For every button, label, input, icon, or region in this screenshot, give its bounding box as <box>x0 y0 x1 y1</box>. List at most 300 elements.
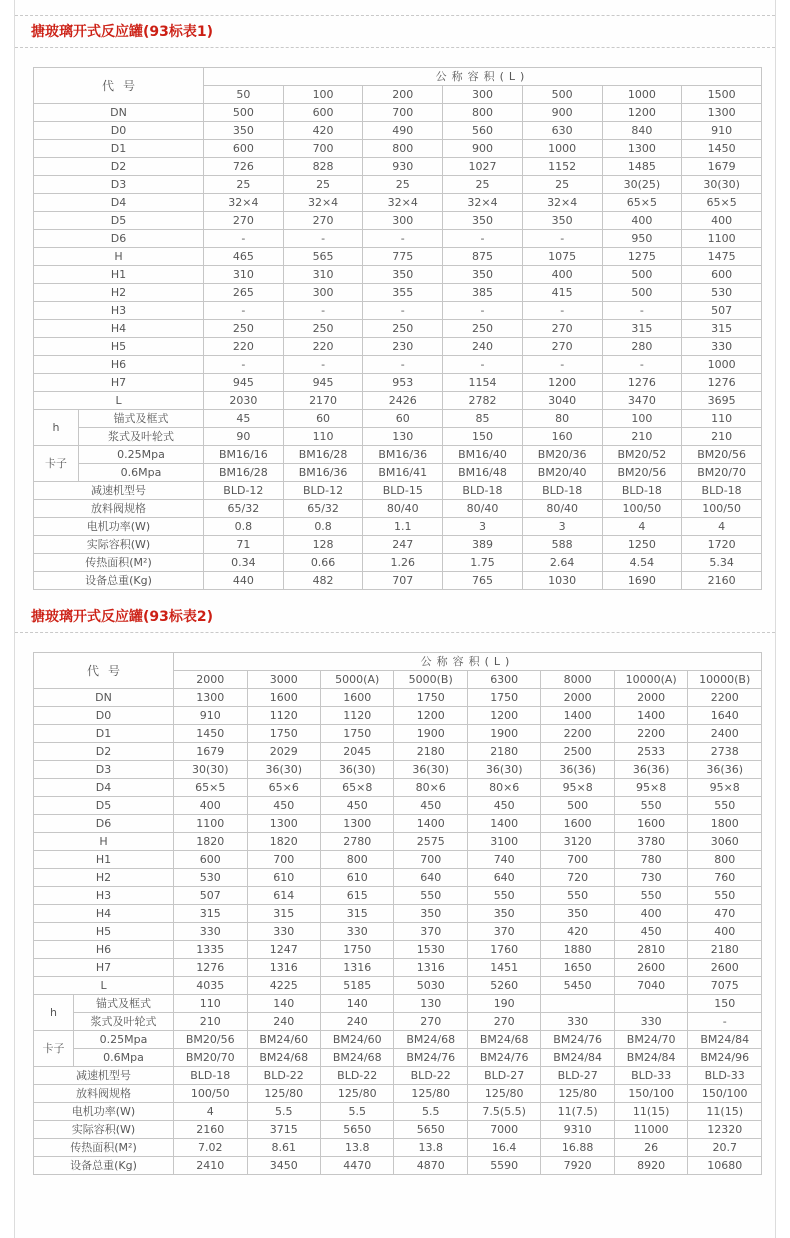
table-cell: 5.5 <box>394 1103 467 1121</box>
table-cell: 16.4 <box>467 1139 540 1157</box>
table-cell: 25 <box>204 176 284 194</box>
table-cell: BLD-18 <box>443 482 523 500</box>
table-row <box>34 122 762 140</box>
table-cell: 1400 <box>394 815 467 833</box>
table-cell: 270 <box>467 1013 540 1031</box>
row-label: 锚式及框式 <box>74 995 174 1013</box>
table-row <box>34 1139 762 1157</box>
table-cell: 950 <box>602 230 682 248</box>
table-cell: 1.75 <box>443 554 523 572</box>
row-label: 减速机型号 <box>34 1067 174 1085</box>
table-cell: 440 <box>204 572 284 590</box>
table-cell: 8.61 <box>247 1139 320 1157</box>
table-cell: 270 <box>204 212 284 230</box>
table-cell: BM24/84 <box>541 1049 614 1067</box>
table-cell: 780 <box>614 851 687 869</box>
table-cell: 565 <box>283 248 363 266</box>
table-cell: 800 <box>443 104 523 122</box>
table-cell: 125/80 <box>541 1085 614 1103</box>
table-cell: 210 <box>174 1013 247 1031</box>
table-cell: 7.02 <box>174 1139 247 1157</box>
row-label: 电机功率(W) <box>34 518 204 536</box>
table-cell: 350 <box>541 905 614 923</box>
row-label: 放料阀规格 <box>34 500 204 518</box>
table-cell: BM24/60 <box>247 1031 320 1049</box>
table-cell: 330 <box>682 338 762 356</box>
table-row <box>34 158 762 176</box>
table-cell: 150/100 <box>614 1085 687 1103</box>
table-row <box>34 482 762 500</box>
table-cell: 707 <box>363 572 443 590</box>
table-cell: 1820 <box>174 833 247 851</box>
row-label: H1 <box>34 266 204 284</box>
table-cell: 1679 <box>174 743 247 761</box>
table-row <box>34 797 762 815</box>
table-cell: 610 <box>320 869 393 887</box>
table-cell: 0.66 <box>283 554 363 572</box>
table-cell: 25 <box>443 176 523 194</box>
row-label: 设备总重(Kg) <box>34 572 204 590</box>
table-cell: 36(36) <box>688 761 762 779</box>
table-cell: 4225 <box>247 977 320 995</box>
table-cell: 400 <box>522 266 602 284</box>
table-cell: 330 <box>320 923 393 941</box>
table-cell: 1600 <box>247 689 320 707</box>
table-cell: 36(30) <box>467 761 540 779</box>
table-cell: BLD-18 <box>174 1067 247 1085</box>
table-cell: 550 <box>688 887 762 905</box>
table-cell: 2000 <box>541 689 614 707</box>
table-cell: - <box>204 356 284 374</box>
table-cell: 95×8 <box>614 779 687 797</box>
table-cell: BM24/68 <box>394 1031 467 1049</box>
table-cell: BLD-18 <box>602 482 682 500</box>
row-label: 锚式及框式 <box>79 410 204 428</box>
table-cell: 2200 <box>688 689 762 707</box>
table-cell: 500 <box>541 797 614 815</box>
table-cell: 1760 <box>467 941 540 959</box>
table-2-wrapper <box>15 633 775 1186</box>
table-cell: BM20/56 <box>602 464 682 482</box>
row-label: 设备总重(Kg) <box>34 1157 174 1175</box>
table-cell: 220 <box>283 338 363 356</box>
table-cell: 1200 <box>522 374 602 392</box>
table-cell: 11000 <box>614 1121 687 1139</box>
table-row <box>34 500 762 518</box>
table-cell: - <box>283 356 363 374</box>
table-row <box>34 446 762 464</box>
table-cell: BM24/76 <box>541 1031 614 1049</box>
header-row <box>34 68 762 86</box>
row-label: H3 <box>34 887 174 905</box>
table-cell: BM16/41 <box>363 464 443 482</box>
table-cell: 350 <box>363 266 443 284</box>
row-label: D0 <box>34 122 204 140</box>
table-row <box>34 284 762 302</box>
table-cell: 300 <box>363 212 443 230</box>
table-cell: 0.8 <box>283 518 363 536</box>
table-cell: BLD-15 <box>363 482 443 500</box>
row-group-label: h <box>34 995 74 1031</box>
table-cell: 700 <box>363 104 443 122</box>
table-cell: 230 <box>363 338 443 356</box>
table-cell: 210 <box>682 428 762 446</box>
table-cell: - <box>443 230 523 248</box>
row-label: DN <box>34 689 174 707</box>
table-cell: 9310 <box>541 1121 614 1139</box>
table-row <box>34 248 762 266</box>
table-cell: 250 <box>283 320 363 338</box>
table-row <box>34 266 762 284</box>
table-cell: 350 <box>522 212 602 230</box>
table-cell: 1300 <box>174 689 247 707</box>
table-cell: 1120 <box>247 707 320 725</box>
table-cell: - <box>443 356 523 374</box>
table-cell: 930 <box>363 158 443 176</box>
table-cell: 330 <box>541 1013 614 1031</box>
table-cell: 1276 <box>602 374 682 392</box>
table-cell: 5.5 <box>247 1103 320 1121</box>
table-cell: 30(30) <box>682 176 762 194</box>
table-cell: 3100 <box>467 833 540 851</box>
header-row <box>34 653 762 671</box>
table-cell: 2180 <box>467 743 540 761</box>
spec-table-2 <box>33 652 762 1175</box>
table-cell: 85 <box>443 410 523 428</box>
table-cell: BLD-22 <box>247 1067 320 1085</box>
table-cell: 507 <box>682 302 762 320</box>
table-cell: 465 <box>204 248 284 266</box>
table-cell: 5.5 <box>320 1103 393 1121</box>
table-cell: 315 <box>320 905 393 923</box>
table-cell: 65×8 <box>320 779 393 797</box>
table-cell: 1750 <box>394 689 467 707</box>
table-cell: 250 <box>443 320 523 338</box>
row-label: DN <box>34 104 204 122</box>
table-cell: 3780 <box>614 833 687 851</box>
table-cell: 80×6 <box>394 779 467 797</box>
row-label: H4 <box>34 905 174 923</box>
table-cell: 32×4 <box>204 194 284 212</box>
table-cell: 30(25) <box>602 176 682 194</box>
table-cell: 350 <box>394 905 467 923</box>
column-header: 3000 <box>247 671 320 689</box>
table-cell: 310 <box>204 266 284 284</box>
table-cell: 840 <box>602 122 682 140</box>
table-cell: 1475 <box>682 248 762 266</box>
table-cell: 1154 <box>443 374 523 392</box>
table-cell: 4470 <box>320 1157 393 1175</box>
row-label: 0.6Mpa <box>74 1049 174 1067</box>
table-row <box>34 1157 762 1175</box>
table-cell <box>614 995 687 1013</box>
table-cell: 2160 <box>174 1121 247 1139</box>
table-cell: 0.34 <box>204 554 284 572</box>
row-label: D3 <box>34 761 174 779</box>
table-cell: 450 <box>247 797 320 815</box>
table-cell: 36(30) <box>394 761 467 779</box>
table-cell: 350 <box>443 266 523 284</box>
table-cell: 36(30) <box>247 761 320 779</box>
table-cell: 71 <box>204 536 284 554</box>
table-cell: 450 <box>467 797 540 815</box>
row-label: 0.6Mpa <box>79 464 204 482</box>
table-cell: 1247 <box>247 941 320 959</box>
table-cell: 65×5 <box>602 194 682 212</box>
table-cell: 350 <box>443 212 523 230</box>
section-title-1: 搪玻璃开式反应罐(93标表1) <box>31 24 214 40</box>
table-cell: 760 <box>688 869 762 887</box>
table-cell: 1640 <box>688 707 762 725</box>
column-header: 2000 <box>174 671 247 689</box>
table-cell: 4 <box>602 518 682 536</box>
table-cell: 1030 <box>522 572 602 590</box>
table-cell: 1.1 <box>363 518 443 536</box>
table-cell: 220 <box>204 338 284 356</box>
table-cell: BM16/48 <box>443 464 523 482</box>
table-cell: BM24/60 <box>320 1031 393 1049</box>
table-cell: 800 <box>320 851 393 869</box>
table-cell: 588 <box>522 536 602 554</box>
table-row <box>34 536 762 554</box>
table-cell: 1450 <box>174 725 247 743</box>
row-label: D2 <box>34 743 174 761</box>
table-cell: 0.8 <box>204 518 284 536</box>
table-row <box>34 815 762 833</box>
table-cell: BM20/70 <box>174 1049 247 1067</box>
table-cell: 2780 <box>320 833 393 851</box>
table-cell: 100/50 <box>602 500 682 518</box>
table-cell: 350 <box>467 905 540 923</box>
table-cell: 150 <box>443 428 523 446</box>
row-group-label: 卡子 <box>34 446 79 482</box>
table-cell: - <box>283 230 363 248</box>
table-cell: 945 <box>283 374 363 392</box>
table-cell: 1276 <box>682 374 762 392</box>
table-cell: 140 <box>320 995 393 1013</box>
table-cell: 1750 <box>467 689 540 707</box>
table-cell: BM24/76 <box>467 1049 540 1067</box>
table-cell: 110 <box>283 428 363 446</box>
table-cell: 12320 <box>688 1121 762 1139</box>
table-cell: 355 <box>363 284 443 302</box>
table-cell: 550 <box>467 887 540 905</box>
table-row <box>34 572 762 590</box>
table-cell: 2200 <box>614 725 687 743</box>
table-cell: 389 <box>443 536 523 554</box>
table-cell: 1900 <box>394 725 467 743</box>
table-row <box>34 689 762 707</box>
table-cell: 828 <box>283 158 363 176</box>
table-cell: 270 <box>522 338 602 356</box>
column-header: 10000(A) <box>614 671 687 689</box>
table-cell: 140 <box>247 995 320 1013</box>
table-cell: 630 <box>522 122 602 140</box>
table-row <box>34 1121 762 1139</box>
table-cell: 640 <box>394 869 467 887</box>
row-label: 传热面积(M²) <box>34 554 204 572</box>
table-cell: 482 <box>283 572 363 590</box>
table-cell: 1.26 <box>363 554 443 572</box>
column-header: 1000 <box>602 86 682 104</box>
table-cell: 900 <box>443 140 523 158</box>
table-cell: 726 <box>204 158 284 176</box>
table-cell: 720 <box>541 869 614 887</box>
table-cell: 1650 <box>541 959 614 977</box>
table-cell: BM20/56 <box>682 446 762 464</box>
column-header: 200 <box>363 86 443 104</box>
table-cell: 600 <box>682 266 762 284</box>
table-cell: 1100 <box>174 815 247 833</box>
table-cell: 2.64 <box>522 554 602 572</box>
table-cell: 65×5 <box>174 779 247 797</box>
row-label: H2 <box>34 869 174 887</box>
table-cell: BM20/56 <box>174 1031 247 1049</box>
table-cell: BM16/28 <box>283 446 363 464</box>
table-cell: 610 <box>247 869 320 887</box>
table-cell: 1316 <box>320 959 393 977</box>
table-cell: 7.5(5.5) <box>467 1103 540 1121</box>
table-cell: 65×5 <box>682 194 762 212</box>
table-cell: 100/50 <box>174 1085 247 1103</box>
table-cell: 1316 <box>247 959 320 977</box>
table-cell: 2045 <box>320 743 393 761</box>
table-cell: 1720 <box>682 536 762 554</box>
table-row <box>34 743 762 761</box>
table-cell: 3 <box>443 518 523 536</box>
table-cell: 95×8 <box>541 779 614 797</box>
table-cell: 5030 <box>394 977 467 995</box>
row-label: H3 <box>34 302 204 320</box>
table-cell: 80/40 <box>522 500 602 518</box>
table-cell: 1690 <box>602 572 682 590</box>
table-cell: 65/32 <box>204 500 284 518</box>
table-cell: 7920 <box>541 1157 614 1175</box>
row-label: D0 <box>34 707 174 725</box>
table-cell: 700 <box>283 140 363 158</box>
table-cell: 65/32 <box>283 500 363 518</box>
table-cell: 125/80 <box>467 1085 540 1103</box>
table-cell: - <box>363 230 443 248</box>
table-row <box>34 1085 762 1103</box>
table-cell: 953 <box>363 374 443 392</box>
table-cell: 500 <box>204 104 284 122</box>
table-cell: - <box>363 302 443 320</box>
group-header: 公称容积(L) <box>174 653 762 671</box>
table-cell: BM24/70 <box>614 1031 687 1049</box>
table-cell: 32×4 <box>283 194 363 212</box>
table-row <box>34 104 762 122</box>
group-header: 公称容积(L) <box>204 68 762 86</box>
table-cell: 3040 <box>522 392 602 410</box>
table-cell: 1600 <box>541 815 614 833</box>
table-cell: BM20/36 <box>522 446 602 464</box>
column-header: 1500 <box>682 86 762 104</box>
table-cell: 700 <box>247 851 320 869</box>
table-cell: 2160 <box>682 572 762 590</box>
table-cell: 270 <box>522 320 602 338</box>
table-cell: 700 <box>541 851 614 869</box>
table-cell: - <box>443 302 523 320</box>
table-cell: 5650 <box>394 1121 467 1139</box>
table-cell: 240 <box>320 1013 393 1031</box>
table-cell: 13.8 <box>320 1139 393 1157</box>
column-header: 500 <box>522 86 602 104</box>
table-cell: 90 <box>204 428 284 446</box>
row-group-label: h <box>34 410 79 446</box>
column-header: 300 <box>443 86 523 104</box>
row-label: H1 <box>34 851 174 869</box>
table-cell: 3 <box>522 518 602 536</box>
table-cell: 5260 <box>467 977 540 995</box>
table-cell: BM24/84 <box>614 1049 687 1067</box>
table-cell: 2600 <box>614 959 687 977</box>
table-cell: 1400 <box>614 707 687 725</box>
table-cell: 490 <box>363 122 443 140</box>
row-label: 浆式及叶轮式 <box>74 1013 174 1031</box>
table-cell: 507 <box>174 887 247 905</box>
table-cell: 1275 <box>602 248 682 266</box>
table-cell: - <box>688 1013 762 1031</box>
table-cell: BM20/70 <box>682 464 762 482</box>
table-cell: 945 <box>204 374 284 392</box>
table-cell: BLD-12 <box>283 482 363 500</box>
table-cell: 550 <box>688 797 762 815</box>
table-cell: 270 <box>283 212 363 230</box>
table-cell: - <box>204 230 284 248</box>
table-cell: BM16/40 <box>443 446 523 464</box>
table-cell: 1451 <box>467 959 540 977</box>
table-cell: 2180 <box>688 941 762 959</box>
table-cell: 190 <box>467 995 540 1013</box>
table-cell: 550 <box>614 887 687 905</box>
table-cell: 240 <box>443 338 523 356</box>
table-cell: 2180 <box>394 743 467 761</box>
table-cell: 350 <box>204 122 284 140</box>
row-label: D5 <box>34 797 174 815</box>
table-cell: 2533 <box>614 743 687 761</box>
column-header: 8000 <box>541 671 614 689</box>
spec-table-1 <box>33 67 762 590</box>
table-cell: 32×4 <box>443 194 523 212</box>
table-cell: 315 <box>602 320 682 338</box>
column-header: 100 <box>283 86 363 104</box>
table-cell: 450 <box>320 797 393 815</box>
table-cell: 80 <box>522 410 602 428</box>
table-cell: 2426 <box>363 392 443 410</box>
table-cell: 1750 <box>247 725 320 743</box>
table-row <box>34 1103 762 1121</box>
table-cell: 2000 <box>614 689 687 707</box>
table-cell: 25 <box>522 176 602 194</box>
table-cell: - <box>204 302 284 320</box>
table-cell: 614 <box>247 887 320 905</box>
table-cell: 5.34 <box>682 554 762 572</box>
table-row <box>34 851 762 869</box>
table-cell: 1300 <box>602 140 682 158</box>
table-row <box>34 1031 762 1049</box>
table-cell: 1000 <box>522 140 602 158</box>
table-row <box>34 923 762 941</box>
table-cell: 13.8 <box>394 1139 467 1157</box>
table-row <box>34 230 762 248</box>
table-cell: 60 <box>363 410 443 428</box>
table-cell: 11(7.5) <box>541 1103 614 1121</box>
table-cell: 60 <box>283 410 363 428</box>
table-cell: 95×8 <box>688 779 762 797</box>
table-cell: 5590 <box>467 1157 540 1175</box>
table-cell: 1075 <box>522 248 602 266</box>
